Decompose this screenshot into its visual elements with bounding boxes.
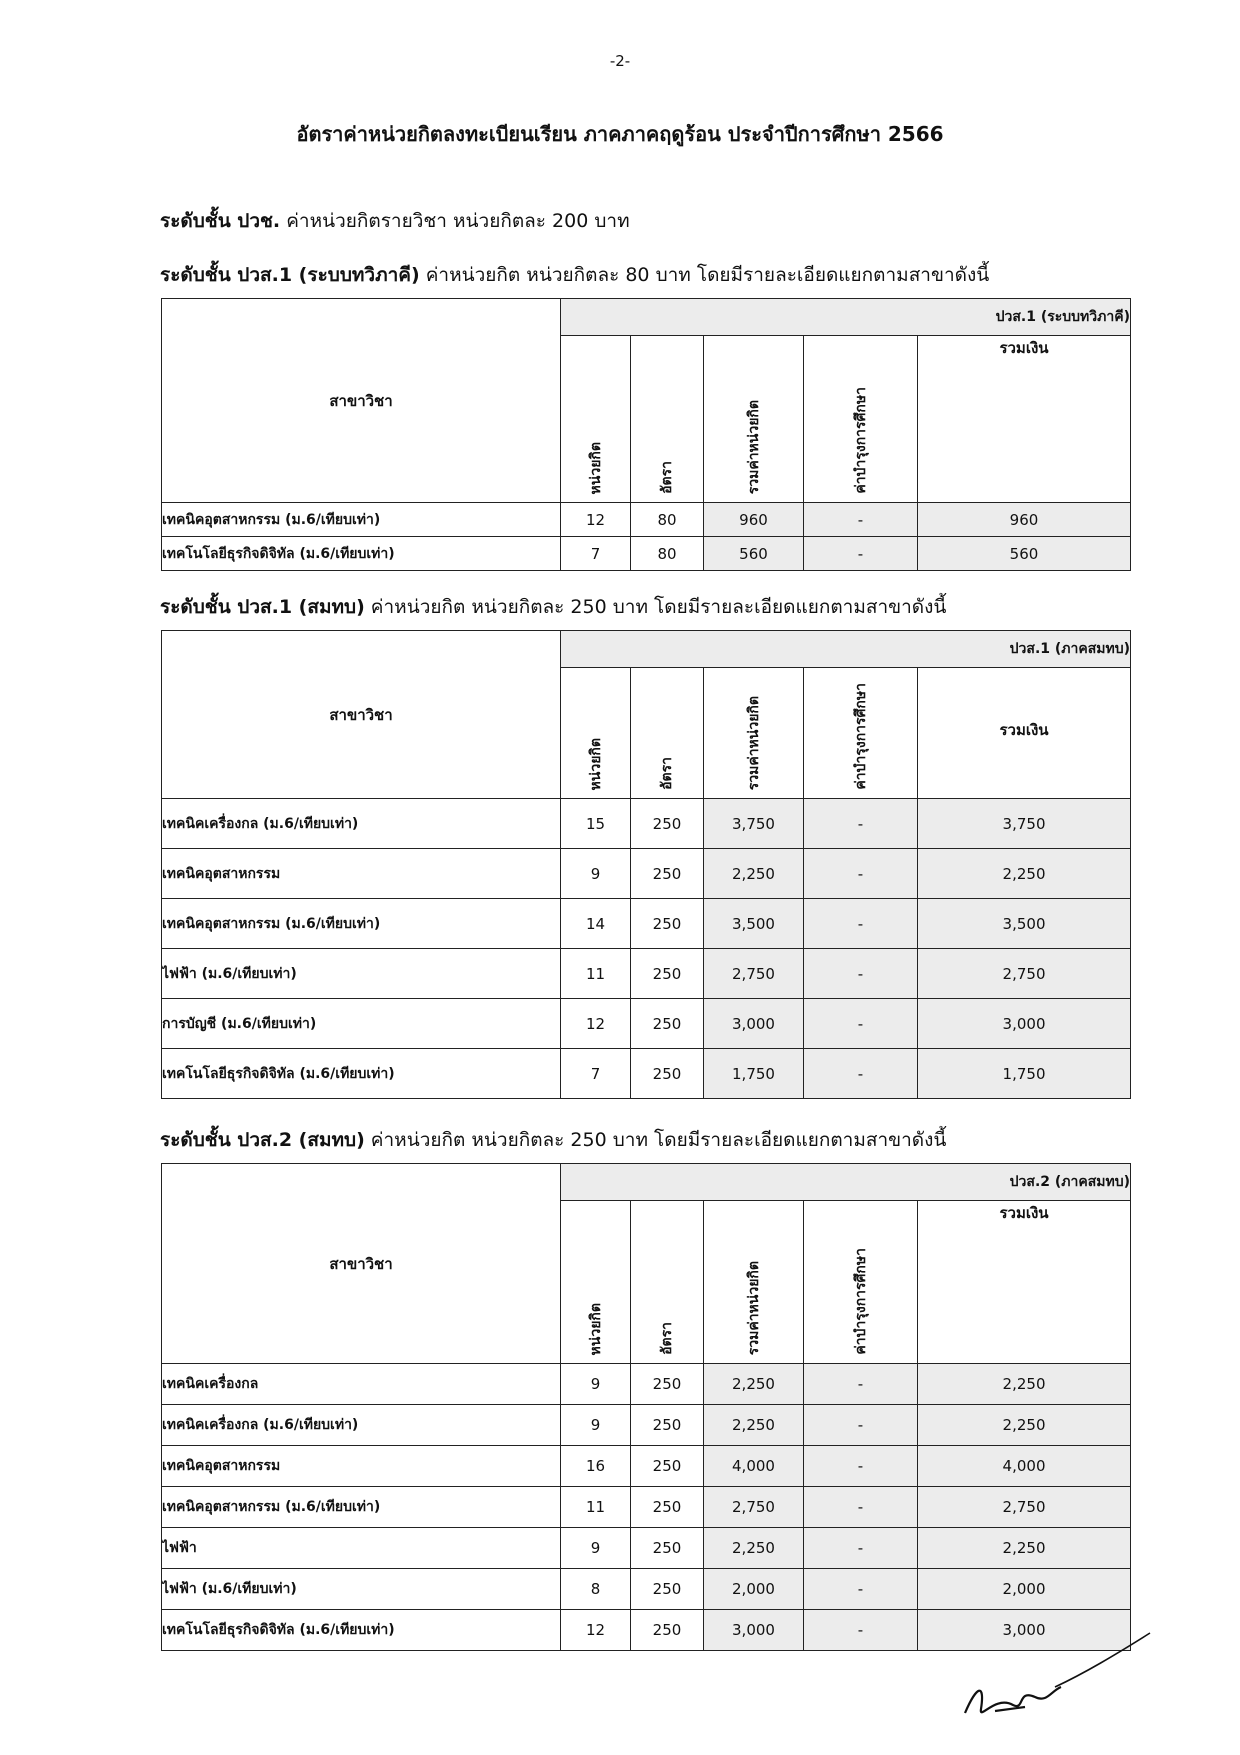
header-total: รวมเงิน	[918, 668, 1131, 799]
rate-cell: 250	[631, 1049, 704, 1099]
section-heading-level: ระดับชั้น ปวส.2 (สมทบ)	[160, 1129, 365, 1151]
rate-cell: 250	[631, 1569, 704, 1610]
rate-cell: 250	[631, 799, 704, 849]
units-cell: 11	[561, 949, 631, 999]
sum-cell: 2,750	[704, 1487, 804, 1528]
units-cell: 16	[561, 1446, 631, 1487]
major-name-cell: ไฟฟ้า (ม.6/เทียบเท่า)	[162, 1569, 561, 1610]
page-number: -2-	[609, 52, 631, 70]
header-sum	[704, 336, 804, 503]
total-cell: 1,750	[918, 1049, 1131, 1099]
units-cell: 9	[561, 1528, 631, 1569]
section-heading-text: ค่าหน่วยกิต หน่วยกิตละ 80 บาท โดยมีรายละเอียดแยกตามสาขาดังนี้	[419, 264, 990, 286]
header-fee-label: ค่าบำรุงการศึกษา	[852, 1248, 869, 1355]
rate-cell: 250	[631, 1487, 704, 1528]
sum-cell: 560	[704, 537, 804, 571]
major-name-cell: ไฟฟ้า	[162, 1528, 561, 1569]
total-cell: 2,250	[918, 1364, 1131, 1405]
units-cell: 12	[561, 503, 631, 537]
fee-cell: -	[804, 799, 918, 849]
header-fee	[804, 1201, 918, 1364]
units-cell: 14	[561, 899, 631, 949]
header-total: รวมเงิน	[918, 336, 1131, 503]
table-row	[162, 1569, 1131, 1610]
section-heading-1	[160, 260, 989, 290]
fee-cell: -	[804, 849, 918, 899]
major-name-cell: การบัญชี (ม.6/เทียบเท่า)	[162, 999, 561, 1049]
header-units-label: หน่วยกิต	[587, 737, 604, 790]
table-row	[162, 1405, 1131, 1446]
table-row	[162, 849, 1131, 899]
header-rate-label: อัตรา	[659, 461, 675, 494]
sum-cell: 3,750	[704, 799, 804, 849]
header-group: ปวส.2 (ภาคสมทบ)	[561, 1164, 1131, 1201]
header-sum-label: รวมค่าหน่วยกิต	[745, 695, 762, 790]
sum-cell: 2,250	[704, 849, 804, 899]
sum-cell: 3,000	[704, 1610, 804, 1651]
units-cell: 12	[561, 999, 631, 1049]
units-cell: 7	[561, 1049, 631, 1099]
header-fee	[804, 336, 918, 503]
section-heading-level: ระดับชั้น ปวส.1 (สมทบ)	[160, 596, 365, 618]
signature	[955, 1625, 1155, 1725]
fee-cell: -	[804, 999, 918, 1049]
table-row	[162, 537, 1131, 571]
rate-cell: 250	[631, 1405, 704, 1446]
header-units	[561, 1201, 631, 1364]
table-row	[162, 1446, 1131, 1487]
major-name-cell: เทคนิคเครื่องกล (ม.6/เทียบเท่า)	[162, 799, 561, 849]
section-heading-text: ค่าหน่วยกิต หน่วยกิตละ 250 บาท โดยมีรายละเอียดแยกตามสาขาดังนี้	[364, 596, 947, 618]
fee-cell: -	[804, 1569, 918, 1610]
rate-cell: 250	[631, 899, 704, 949]
header-units-label: หน่วยกิต	[587, 1302, 604, 1355]
fee-table-pvs2-evening	[161, 1163, 1131, 1651]
rate-cell: 250	[631, 1528, 704, 1569]
major-name-cell: เทคนิคเครื่องกล	[162, 1364, 561, 1405]
pvc-fee-text: ค่าหน่วยกิตรายวิชา หน่วยกิตละ 200 บาท	[280, 210, 630, 232]
major-name-cell: เทคนิคอุตสาหกรรม	[162, 1446, 561, 1487]
sum-cell: 2,000	[704, 1569, 804, 1610]
total-cell: 3,750	[918, 799, 1131, 849]
header-group: ปวส.1 (ระบบทวิภาคี)	[561, 299, 1131, 336]
sum-cell: 4,000	[704, 1446, 804, 1487]
sum-cell: 3,000	[704, 999, 804, 1049]
section-heading-3	[160, 1125, 946, 1155]
section-heading-text: ค่าหน่วยกิต หน่วยกิตละ 250 บาท โดยมีรายละเอียดแยกตามสาขาดังนี้	[364, 1129, 947, 1151]
units-cell: 9	[561, 1364, 631, 1405]
section-heading-2	[160, 592, 946, 622]
sum-cell: 2,750	[704, 949, 804, 999]
table-row	[162, 799, 1131, 849]
header-major: สาขาวิชา	[162, 299, 561, 503]
table-row	[162, 899, 1131, 949]
sum-cell: 2,250	[704, 1364, 804, 1405]
fee-cell: -	[804, 537, 918, 571]
fee-cell: -	[804, 1528, 918, 1569]
rate-cell: 250	[631, 1446, 704, 1487]
header-total: รวมเงิน	[918, 1201, 1131, 1364]
total-cell: 2,250	[918, 1528, 1131, 1569]
header-units	[561, 336, 631, 503]
header-rate-label: อัตรา	[659, 757, 675, 790]
table-row	[162, 1528, 1131, 1569]
major-name-cell: เทคโนโลยีธุรกิจดิจิทัล (ม.6/เทียบเท่า)	[162, 537, 561, 571]
table-row	[162, 949, 1131, 999]
rate-cell: 250	[631, 1610, 704, 1651]
rate-cell: 250	[631, 999, 704, 1049]
table-row	[162, 1487, 1131, 1528]
fee-cell: -	[804, 1487, 918, 1528]
sum-cell: 2,250	[704, 1405, 804, 1446]
pvc-level-label: ระดับชั้น ปวช.	[160, 210, 281, 232]
total-cell: 2,750	[918, 949, 1131, 999]
sum-cell: 3,500	[704, 899, 804, 949]
fee-table-pvs1-evening	[161, 630, 1131, 1099]
header-group: ปวส.1 (ภาคสมทบ)	[561, 631, 1131, 668]
header-sum-label: รวมค่าหน่วยกิต	[745, 1260, 762, 1355]
header-fee-label: ค่าบำรุงการศึกษา	[852, 387, 869, 494]
total-cell: 2,000	[918, 1569, 1131, 1610]
fee-table-pvs1-dual	[161, 298, 1131, 571]
header-sum	[704, 668, 804, 799]
major-name-cell: เทคนิคอุตสาหกรรม (ม.6/เทียบเท่า)	[162, 899, 561, 949]
rate-cell: 80	[631, 503, 704, 537]
fee-cell: -	[804, 1364, 918, 1405]
header-rate	[631, 668, 704, 799]
units-cell: 11	[561, 1487, 631, 1528]
sum-cell: 2,250	[704, 1528, 804, 1569]
header-rate	[631, 336, 704, 503]
table-row	[162, 999, 1131, 1049]
header-major: สาขาวิชา	[162, 631, 561, 799]
major-name-cell: เทคโนโลยีธุรกิจดิจิทัล (ม.6/เทียบเท่า)	[162, 1049, 561, 1099]
fee-cell: -	[804, 1446, 918, 1487]
header-sum	[704, 1201, 804, 1364]
units-cell: 7	[561, 537, 631, 571]
page-title: อัตราค่าหน่วยกิตลงทะเบียนเรียน ภาคภาคฤดูร้อน ประจำปีการศึกษา 2566	[296, 122, 944, 146]
fee-cell: -	[804, 949, 918, 999]
section-heading-level: ระดับชั้น ปวส.1 (ระบบทวิภาคี)	[160, 264, 420, 286]
fee-cell: -	[804, 899, 918, 949]
total-cell: 560	[918, 537, 1131, 571]
header-units	[561, 668, 631, 799]
total-cell: 960	[918, 503, 1131, 537]
rate-cell: 250	[631, 949, 704, 999]
header-fee	[804, 668, 918, 799]
total-cell: 2,750	[918, 1487, 1131, 1528]
fee-cell: -	[804, 1405, 918, 1446]
rate-cell: 250	[631, 849, 704, 899]
rate-cell: 80	[631, 537, 704, 571]
units-cell: 8	[561, 1569, 631, 1610]
total-cell: 3,000	[918, 999, 1131, 1049]
table-row	[162, 1364, 1131, 1405]
table-row	[162, 503, 1131, 537]
header-rate	[631, 1201, 704, 1364]
header-major: สาขาวิชา	[162, 1164, 561, 1364]
total-cell: 2,250	[918, 1405, 1131, 1446]
header-units-label: หน่วยกิต	[587, 441, 604, 494]
major-name-cell: ไฟฟ้า (ม.6/เทียบเท่า)	[162, 949, 561, 999]
major-name-cell: เทคนิคเครื่องกล (ม.6/เทียบเท่า)	[162, 1405, 561, 1446]
pvc-fee-line	[160, 206, 630, 236]
fee-cell: -	[804, 503, 918, 537]
major-name-cell: เทคนิคอุตสาหกรรม (ม.6/เทียบเท่า)	[162, 1487, 561, 1528]
major-name-cell: เทคนิคอุตสาหกรรม (ม.6/เทียบเท่า)	[162, 503, 561, 537]
rate-cell: 250	[631, 1364, 704, 1405]
total-cell: 4,000	[918, 1446, 1131, 1487]
total-cell: 3,000	[918, 1610, 1131, 1651]
total-cell: 3,500	[918, 899, 1131, 949]
sum-cell: 960	[704, 503, 804, 537]
header-sum-label: รวมค่าหน่วยกิต	[745, 399, 762, 494]
fee-cell: -	[804, 1049, 918, 1099]
header-rate-label: อัตรา	[659, 1322, 675, 1355]
major-name-cell: เทคโนโลยีธุรกิจดิจิทัล (ม.6/เทียบเท่า)	[162, 1610, 561, 1651]
table-row	[162, 1049, 1131, 1099]
major-name-cell: เทคนิคอุตสาหกรรม	[162, 849, 561, 899]
units-cell: 9	[561, 1405, 631, 1446]
header-fee-label: ค่าบำรุงการศึกษา	[852, 683, 869, 790]
fee-cell: -	[804, 1610, 918, 1651]
units-cell: 9	[561, 849, 631, 899]
sum-cell: 1,750	[704, 1049, 804, 1099]
total-cell: 2,250	[918, 849, 1131, 899]
units-cell: 15	[561, 799, 631, 849]
units-cell: 12	[561, 1610, 631, 1651]
